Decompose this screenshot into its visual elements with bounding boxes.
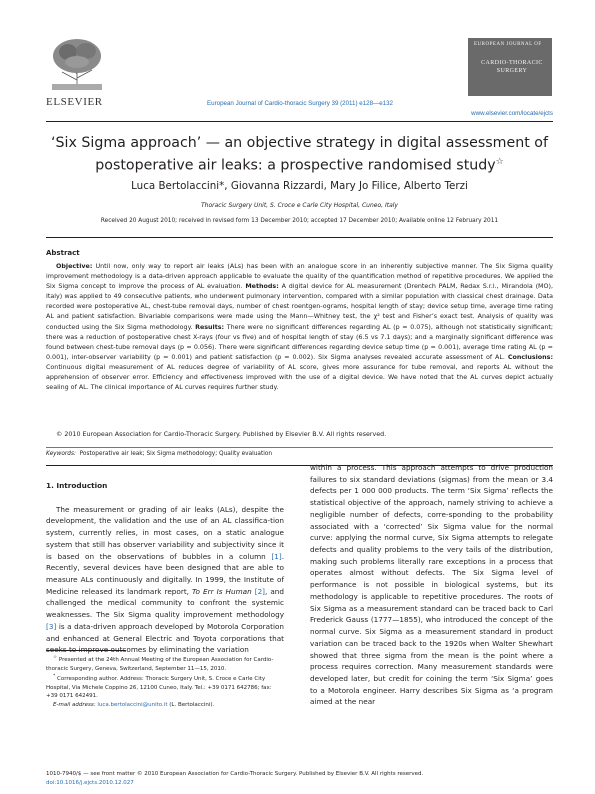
keywords [46, 451, 272, 457]
footnote-email [46, 701, 284, 710]
received-dates: Received 20 August 2010; received in revised form 13 December 2010; accepted 17 December 2010; Available online 12 February 2011 [100, 218, 499, 224]
abstract-paragraph [46, 262, 553, 393]
title-line: ‘Six Sigma approach’ — an objective strategy in digital assessment of [51, 135, 548, 151]
footnote-mark: ☆ [53, 655, 58, 660]
cover-title-line: CARDIO-THORACIC [481, 60, 543, 66]
footnotes [46, 654, 284, 710]
journal-cover-logo [468, 38, 552, 96]
footnote-presented [46, 654, 284, 673]
methods-label: Methods: [245, 283, 279, 291]
body-column-right [310, 462, 553, 708]
conclusions-label: Conclusions: [507, 353, 553, 361]
intro-paragraph [46, 504, 284, 656]
report-title: To Err Is Human [192, 586, 252, 596]
reference-link[interactable]: [3] [46, 621, 57, 631]
intro-continuation: within a process. This approach attempts to drive production failures to six standard deviations (sigmas) from the mean or 3.4 defects per 1 000 000 products. The term ‘Six Sigma’ reflects the statistical objective of the approach, namely striving to achieve a negligible number of defects, corre-sponding to the probability associated with a ‘corrected’ Six Sigma value for the normal curve: applying the normal curve, Six Sigma attempts to relegate defects and quality problems to the very tails of the distribution, making such problems literally rare exceptions in a process that operates almost without defects. The Six Sigma level of performance is not possible in biological systems, but its methodology is applicable to repetitive procedures. The roots of Six Sigma as a measurement standard can be traced back to Carl Frederick Gauss (1777—1855), who introduced the concept of the normal curve. Six Sigma as a measurement standard in product variation can be traced back to the 1920s when Walter Shewhart showed that three sigma from the mean is the point where a process requires correction. Many measurement standards were developed later, but credit for coining the term ‘Six Sigma’ goes to a Motorola engineer. Harry describes Six Sigma as ‘a program aimed at the near [310, 463, 553, 707]
footnote-corresponding [46, 673, 284, 701]
abstract-body [46, 262, 553, 393]
affiliation: Thoracic Surgery Unit, S. Croce e Carle City Hospital, Cuneo, Italy [201, 202, 398, 209]
publisher-name: ELSEVIER [46, 96, 103, 108]
results-text: There were no significant differences regarding AL (p = 0.075), although not statistically significant; there was a reduction of postoperative chest X-rays (four vs five) and of hospital length of stay (6.5 vs 7.1 days); and a marginally significant difference was found between chest-tube removal days (p = 0.056). There were significant differences regarding device setup time (p = 0.001), average time rating AL (p = 0.001), inter-observer variability (p = 0.001) and patient satisfaction (p = 0.002). Six Sigma analyses revealed accurate assessment of AL. [46, 323, 553, 361]
header-divider [46, 121, 553, 122]
body-column-left [46, 480, 284, 656]
cover-title-line: SURGERY [496, 67, 528, 74]
reference-link[interactable]: [1] [271, 551, 282, 561]
section-heading: 1. Introduction [46, 481, 108, 490]
footnote-divider [46, 650, 126, 651]
title-line-text: postoperative air leaks: a prospective randomised study [95, 157, 496, 174]
keywords-divider [46, 447, 553, 448]
article-title [46, 134, 553, 176]
objective-label: Objective: [56, 263, 93, 270]
methods-text: A digital device for AL measurement (Drentech PALM, Redax S.r.l., Mirandola (MO), Italy) was applied to 49 consecutive patients, who underwent pulmonary intervention, compared with a similar population with classical chest drainage. Data recorded were postoperative AL, chest-tube removal days, number of chest roentgen-ograms, hospital length of stay; device setup time, average time rating AL and patient satisfaction. Bivariable comparisons were made using the Mann—Whitney test, the χ² test and Fisher’s exact test. Analysis of quality was conducted using the Six Sigma methodology. [46, 283, 553, 331]
front-matter-line: 1010-7940/$ — see front matter © 2010 European Association for Cardio-Thoracic Surgery. Published by Elsevier B.V. All rights reserved. [46, 771, 424, 777]
email-label: E-mail address: [53, 702, 96, 709]
footnote-mark: * [53, 674, 56, 680]
intro-text: . Recently, several devices have been designed that are able to measure ALs continuously and digitally. In 1999, the Institute of Medicine released its landmark report, [46, 551, 284, 596]
email-link[interactable]: luca.bertolaccini@unito.it [97, 702, 168, 709]
email-suffix: (L. Bertolaccini). [167, 702, 215, 709]
cover-small-title: EUROPEAN JOURNAL OF [474, 42, 542, 47]
keywords-text: Postoperative air leak; Six Sigma methodology; Quality evaluation [79, 451, 273, 457]
journal-citation[interactable]: European Journal of Cardio-thoracic Surgery 39 (2011) e128—e132 [207, 100, 393, 107]
keywords-label: Keywords: [46, 451, 76, 457]
footnote-text: Presented at the 24th Annual Meeting of the European Association for Cardio-thoracic Surgery, Geneva, Switzerland, September 11—15, 2010. [46, 656, 274, 672]
intro-text: , and challenged the medical community to confront the systemic weaknesses. The Six Sigma quality improvement methodology [46, 586, 284, 620]
elsevier-tree-logo [48, 36, 106, 92]
results-label: Results: [195, 323, 225, 331]
author-list: Luca Bertolaccini*, Giovanna Rizzardi, Mary Jo Filice, Alberto Terzi [131, 180, 468, 192]
footnote-text: Corresponding author. Address: Thoracic Surgery Unit, S. Croce e Carle City Hospital, Via Michele Coppino 26, 12100 Cuneo, Italy. Tel.: +39 0171 642786; fax: +39 0171 642491. [46, 676, 272, 700]
journal-site-link[interactable]: www.elsevier.com/locate/ejcts [471, 110, 553, 117]
abstract-heading: Abstract [46, 249, 80, 257]
abstract-copyright: © 2010 European Association for Cardio-Thoracic Surgery. Published by Elsevier B.V. All rights reserved. [56, 431, 387, 438]
conclusions-text: Continuous digital measurement of AL reduces degree of variability of AL score, gives more assurance for tube removal, and reports AL without the apprehension of observer error. Efficiency and effectiveness improved with the use of a digital device. We have noted that the AL curves depict actually sealing of AL. The clinical importance of AL curves requires further study. [46, 363, 553, 392]
intro-text: is a data-driven approach developed by Motorola Corporation and enhanced at General Electric and Toyota corporations that seeks to improve outcomes by eliminating the variation [46, 621, 284, 655]
reference-link[interactable]: [2] [254, 586, 266, 596]
doi-link[interactable]: doi:10.1016/j.ejcts.2010.12.027 [46, 780, 134, 786]
title-divider [46, 237, 553, 238]
title-footnote-mark[interactable]: ☆ [495, 157, 504, 167]
intro-text: The measurement or grading of air leaks (ALs), despite the development, the validation and the use of an AL classifica-tion system, currently relies, in most cases, on a static analogue system that still has observer variability and subjectivity since it is based on the observations of bubbles in a column [46, 504, 284, 561]
title-line [46, 153, 553, 176]
objective-text: Until now, only way to report air leaks (ALs) has been with an analogue score in an inherently subjective manner. The Six Sigma quality improvement methodology is a data-driven approach applicable to evaluate the quality of the quantification method of repetitive procedures. We applied the Six Sigma concept to improve the process of AL evaluation. [46, 263, 553, 291]
cover-big-title [478, 60, 546, 75]
